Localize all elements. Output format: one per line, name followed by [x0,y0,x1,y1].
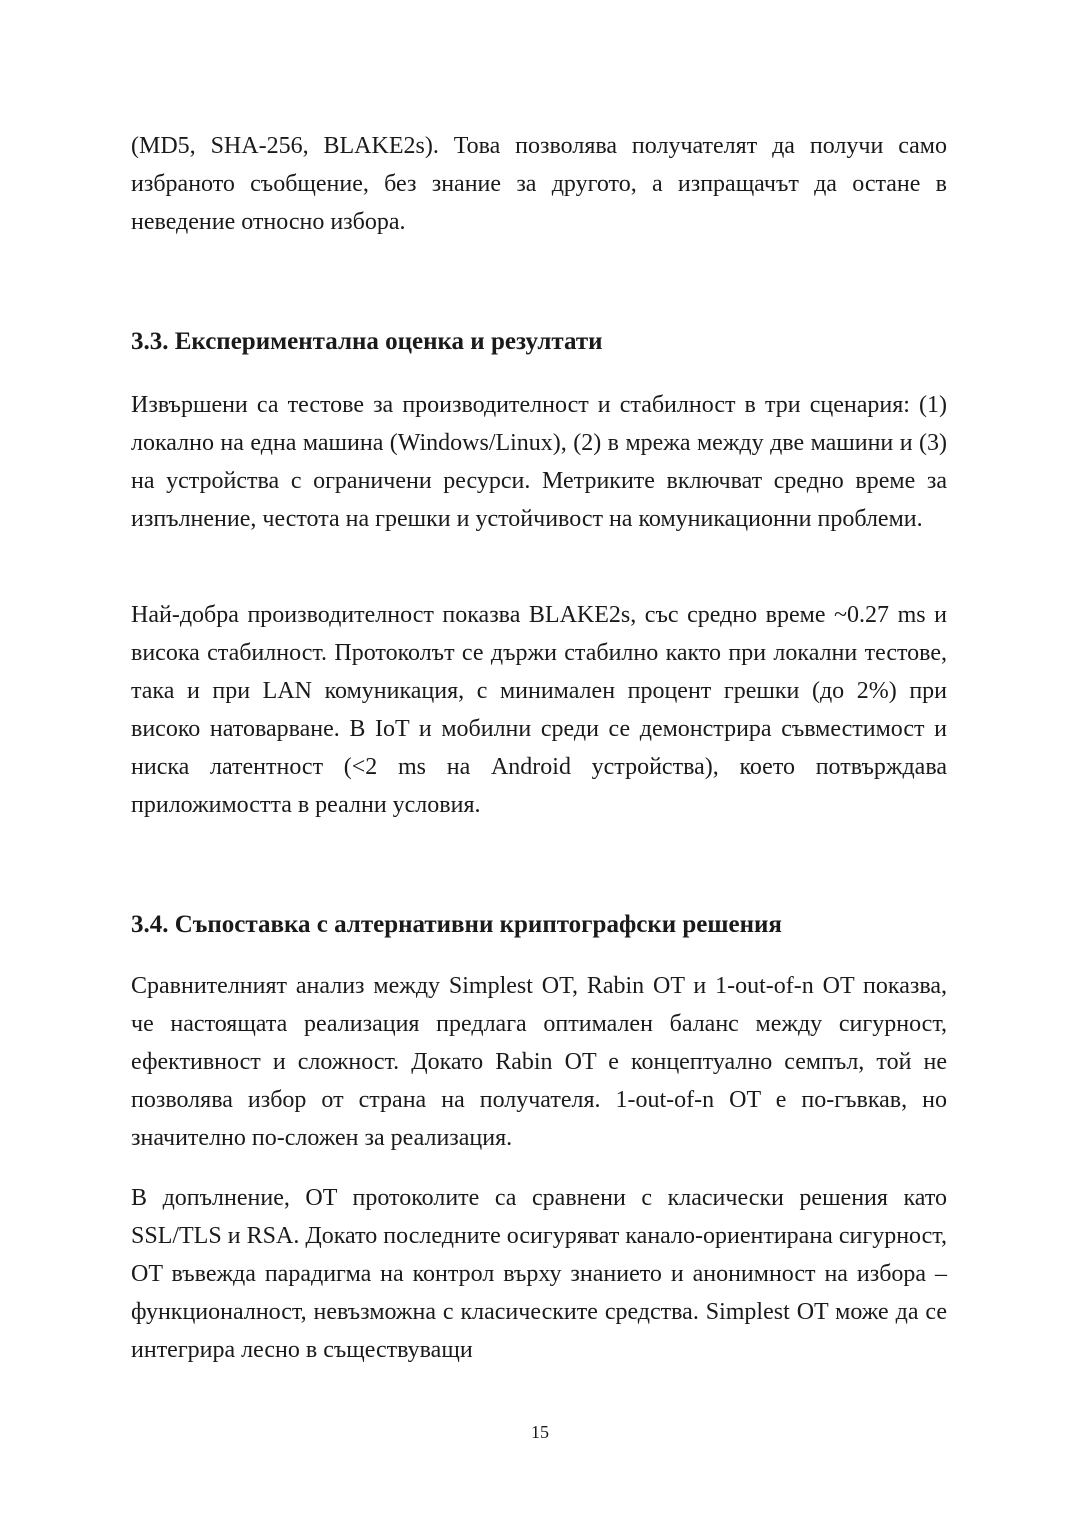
section-3-4-paragraph-2: В допълнение, OT протоколите са сравнени с класически решения като SSL/TLS и RSA. Докато последните осигуряват канало-ориентирана сигурност, OT въвежда парадигма на контрол върху знанието и анонимност на избора – функционалност, невъзможна с класическите средства. Simplest OT може да се интегрира лесно в съществуващи [131,1185,947,1363]
page-number: 15 [531,1422,549,1442]
intro-paragraph: (MD5, SHA-256, BLAKE2s). Това позволява получателят да получи само избраното съобщение, без знание за другото, а изпращачът да остане в неведение относно избора. [131,133,947,235]
section-3-4-paragraph-1: Сравнителният анализ между Simplest OT, Rabin OT и 1-out-of-n OT показва, че настоящата реализация предлага оптимален баланс между сигурност, ефективност и сложност. Докато Rabin OT е концептуално семпъл, той не позволява избор от страна на получателя. 1-out-of-n OT е по-гъвкав, но значително по-сложен за реализация. [131,973,947,1151]
section-3-4-heading: 3.4. Съпоставка с алтернативни криптографски решения [131,911,782,938]
section-3-3-paragraph-1: Извършени са тестове за производителност и стабилност в три сценария: (1) локално на една машина (Windows/Linux), (2) в мрежа между две машини и (3) на устройства с ограничени ресурси. Метриките включват средно време за изпълнение, честота на грешки и устойчивост на комуникационни проблеми. [131,392,947,532]
section-3-3-paragraph-2: Най-добра производителност показва BLAKE2s, със средно време ~0.27 ms и висока стабилност. Протоколът се държи стабилно както при локални тестове, така и при LAN комуникация, с минимален процент грешки (до 2%) при високо натоварване. В IoT и мобилни среди се демонстрира съвместимост и ниска латентност (<2 ms на Android устройства), което потвърждава приложимостта в реални условия. [131,602,947,818]
section-3-3-heading: 3.3. Експериментална оценка и резултати [131,328,603,355]
